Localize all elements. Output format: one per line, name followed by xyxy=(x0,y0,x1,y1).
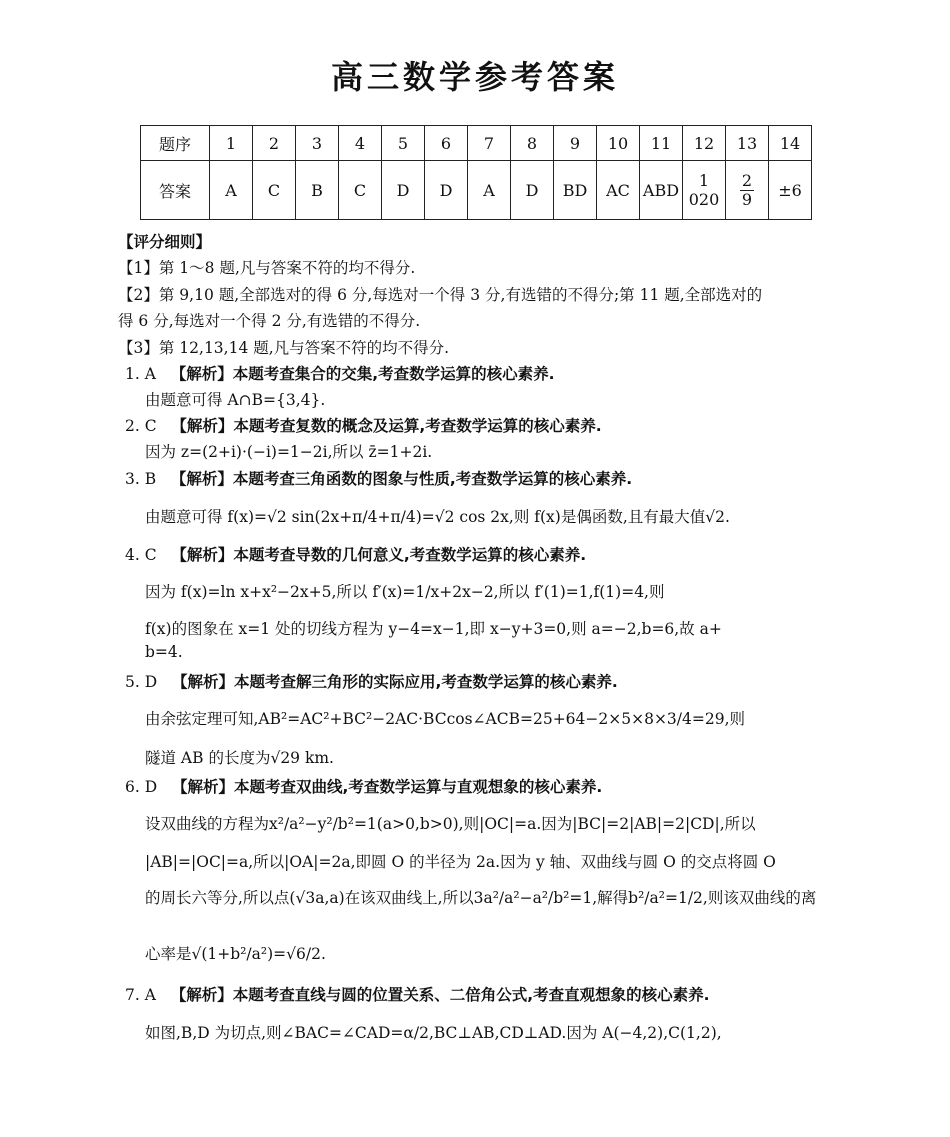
solution-2-header xyxy=(125,414,602,436)
solution-title: 【解析】本题考查直线与圆的位置关系、二倍角公式,考查直观想象的核心素养. xyxy=(170,986,710,1004)
solution-3-line: 由题意可得 f(x)=√2 sin(2x+π/4+π/4)=√2 cos 2x,则 f(x)是偶函数,且有最大值√2. xyxy=(145,508,730,526)
answer-cell-fraction xyxy=(726,161,769,220)
solution-1-header xyxy=(125,362,554,384)
solution-6-header xyxy=(125,775,602,797)
answer-cell: C xyxy=(253,161,296,220)
rule-1: 【1】第 1～8 题,凡与答案不符的均不得分. xyxy=(118,259,416,277)
solution-6-line-3: 的周长六等分,所以点(√3a,a)在该双曲线上,所以3a²/a²−a²/b²=1,解得b²/a²=1/2,则该双曲线的离 xyxy=(145,889,817,907)
fraction-denominator: 9 xyxy=(741,189,753,209)
question-number: 13 xyxy=(726,126,769,161)
solution-title: 【解析】本题考查双曲线,考查数学运算与直观想象的核心素养. xyxy=(171,778,603,796)
solution-title: 【解析】本题考查三角函数的图象与性质,考查数学运算的核心素养. xyxy=(170,470,633,488)
solution-2-line: 因为 z=(2+i)·(−i)=1−2i,所以 z̄=1+2i. xyxy=(145,443,433,461)
answer-cell: ABD xyxy=(640,161,683,220)
solution-6-line-2: |AB|=|OC|=a,所以|OA|=2a,即圆 O 的半径为 2a.因为 y 轴、双曲线与圆 O 的交点将圆 O xyxy=(145,853,776,871)
fraction-numerator: 2 xyxy=(741,170,753,190)
table-row xyxy=(141,126,812,161)
answer-cell: D xyxy=(382,161,425,220)
answer-cell: 1 020 xyxy=(683,161,726,220)
solution-number: 1. A xyxy=(125,365,156,383)
answer-cell: D xyxy=(511,161,554,220)
question-number: 5 xyxy=(382,126,425,161)
answer-cell: A xyxy=(468,161,511,220)
solution-6-line-4: 心率是√(1+b²/a²)=√6/2. xyxy=(145,945,326,963)
rules-heading: 【评分细则】 xyxy=(118,233,212,251)
rule-3: 【3】第 12,13,14 题,凡与答案不符的均不得分. xyxy=(118,339,450,357)
fraction xyxy=(740,172,754,208)
solution-4-header xyxy=(125,543,586,565)
answer-cell: AC xyxy=(597,161,640,220)
question-number: 1 xyxy=(210,126,253,161)
rule-2-line-2: 得 6 分,每选对一个得 2 分,有选错的不得分. xyxy=(118,312,421,330)
question-number: 2 xyxy=(253,126,296,161)
table-row xyxy=(141,161,812,220)
rule-2-line-1: 【2】第 9,10 题,全部选对的得 6 分,每选对一个得 3 分,有选错的不得分;第 11 题,全部选对的 xyxy=(118,286,763,304)
question-number: 6 xyxy=(425,126,468,161)
answer-cell: B xyxy=(296,161,339,220)
header-label: 题序 xyxy=(141,126,210,161)
answer-cell: ±6 xyxy=(769,161,812,220)
page-title: 高三数学参考答案 xyxy=(330,58,619,96)
question-number: 7 xyxy=(468,126,511,161)
solution-4-line-1: 因为 f(x)=ln x+x²−2x+5,所以 f′(x)=1/x+2x−2,所以 f′(1)=1,f(1)=4,则 xyxy=(145,583,665,601)
solution-4-line-3: b=4. xyxy=(145,643,183,661)
answer-cell: BD xyxy=(554,161,597,220)
answer-label: 答案 xyxy=(141,161,210,220)
answer-cell: D xyxy=(425,161,468,220)
solution-5-header xyxy=(125,670,618,692)
question-number: 3 xyxy=(296,126,339,161)
question-number: 9 xyxy=(554,126,597,161)
solution-1-line: 由题意可得 A∩B={3,4}. xyxy=(145,391,326,409)
question-number: 10 xyxy=(597,126,640,161)
solution-number: 5. D xyxy=(125,673,158,691)
solution-7-line-1: 如图,B,D 为切点,则∠BAC=∠CAD=α/2,BC⊥AB,CD⊥AD.因为 A(−4,2),C(1,2), xyxy=(145,1024,722,1042)
solution-6-line-1: 设双曲线的方程为x²/a²−y²/b²=1(a>0,b>0),则|OC|=a.因为|BC|=2|AB|=2|CD|,所以 xyxy=(145,815,756,833)
question-number: 12 xyxy=(683,126,726,161)
solution-7-header xyxy=(125,983,709,1005)
answer-cell: A xyxy=(210,161,253,220)
solution-title: 【解析】本题考查导数的几何意义,考查数学运算的核心素养. xyxy=(171,546,587,564)
solution-title: 【解析】本题考查集合的交集,考查数学运算的核心素养. xyxy=(170,365,555,383)
question-number: 4 xyxy=(339,126,382,161)
solution-3-header xyxy=(125,467,632,489)
solution-number: 2. C xyxy=(125,417,157,435)
solution-number: 3. B xyxy=(125,470,157,488)
solution-number: 6. D xyxy=(125,778,158,796)
question-number: 8 xyxy=(511,126,554,161)
question-number: 11 xyxy=(640,126,683,161)
solution-number: 7. A xyxy=(125,986,156,1004)
solution-title: 【解析】本题考查解三角形的实际应用,考查数学运算的核心素养. xyxy=(171,673,618,691)
solution-5-line-1: 由余弦定理可知,AB²=AC²+BC²−2AC·BCcos∠ACB=25+64−2×5×8×3/4=29,则 xyxy=(145,710,746,728)
question-number: 14 xyxy=(769,126,812,161)
answer-cell: C xyxy=(339,161,382,220)
solution-4-line-2: f(x)的图象在 x=1 处的切线方程为 y−4=x−1,即 x−y+3=0,则 a=−2,b=6,故 a+ xyxy=(145,620,722,638)
solution-number: 4. C xyxy=(125,546,157,564)
solution-title: 【解析】本题考查复数的概念及运算,考查数学运算的核心素养. xyxy=(171,417,602,435)
solution-5-line-2: 隧道 AB 的长度为√29 km. xyxy=(145,749,334,767)
answer-table xyxy=(140,125,812,220)
